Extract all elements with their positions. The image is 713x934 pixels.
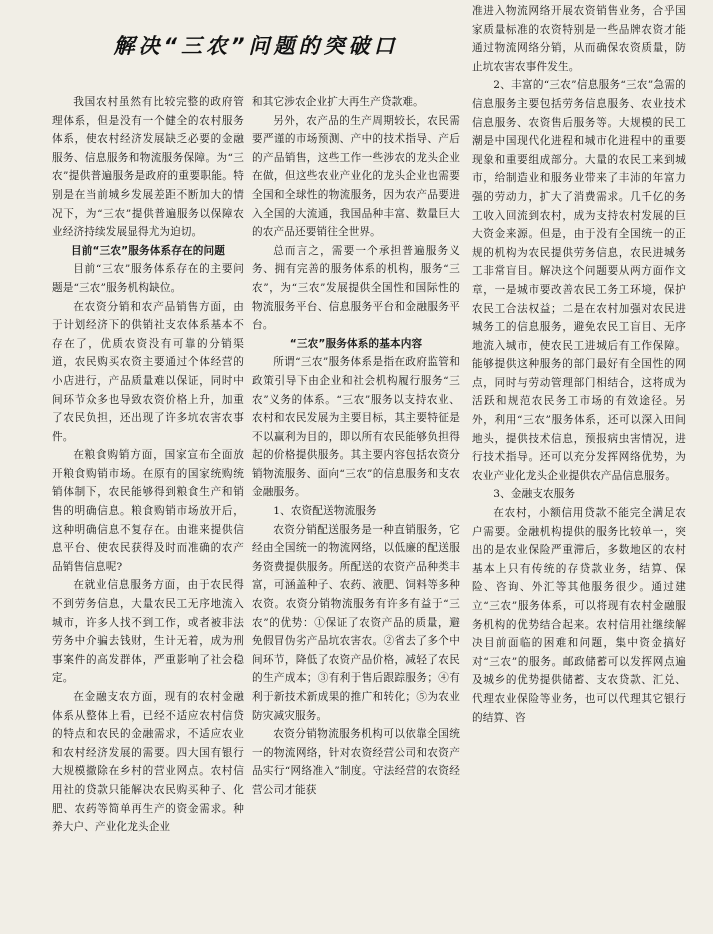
paragraph: 在农资分销和农产品销售方面，由于计划经济下的供销社支农体系基本不存在了，优质农资没有可靠的分销渠道，农民购买农资主要通过个体经营的小店进行，产品质量难以保证，同时中间环节众多也导致农资价格上升，加重了农民负担，还出现了许多坑农害农事件。 xyxy=(52,300,244,443)
column-2 xyxy=(252,93,460,800)
paragraph: 我国农村虽然有比较完整的政府管理体系，但是没有一个健全的农村服务体系，使农村经济发展缺乏必要的金融服务、信息服务和物流服务保障。为“三农”提供普遍服务是政府的重要职能。特别是在当前城乡发展差距不断加大的情况下，为“三农”提供普遍服务以保障农业经济持续发展显得尤为迫切。 xyxy=(52,96,244,239)
paragraph: 农资分销配送服务是一种直销服务，它经由全国统一的物流网络，以低廉的配送服务资费提供服务。所配送的农资产品种类丰富，可涵盖种子、农药、液肥、饲料等多种农资。农资分销物流服务有许多有益于“三农”的优势：①保证了农资产品的质量，避免假冒伪劣产品坑农害农。②省去了多个中间环节，降低了农资产品价格，减轻了农民的生产成本；③有利于售后跟踪服务；④有利于新技术新成果的推广和转化；⑤为农业防灾减灾服务。 xyxy=(252,523,460,722)
paragraph: 在农村，小额信用贷款不能完全满足农户需要。金融机构提供的服务比较单一，突出的是农业保险严重滞后，多数地区的农村基本上只有传统的存贷款业务，结算、保险、咨询、外汇等其他服务很少。通过建立“三农”服务体系，可以将现有农村金融服务机构的优势结合起来。农村信用社继续解决目前面临的困难和问题，集中资金搞好对“三农”的服务。邮政储蓄可以发挥网点遍及城乡的优势提供储蓄、支农贷款、汇兑、代理农业保险等业务，也可以代理其它银行的结算、咨 xyxy=(472,507,686,724)
subsection-heading: 3、金融支农服务 xyxy=(493,488,576,501)
paragraph: 另外，农产品的生产周期较长，农民需要严谨的市场预测、产中的技术指导、产后的产品销售，这些工作一些涉农的龙头企业在做，但这些农业产业化的龙头企业也需要全国和全球性的物流服务，因为农产品要进入全国的大流通，我国品种丰富、数量巨大的农产品还要销往全世界。 xyxy=(252,114,460,239)
paragraph: 在粮食购销方面，国家宣布全面放开粮食购销市场。在原有的国家统购统销体制下，农民能够得到粮食生产和销售的明确信息。粮食购销市场放开后，这种明确信息不复存在。由谁来提供信息平台、使农民获得及时而准确的农产品销售信息呢? xyxy=(52,449,244,573)
column-3 xyxy=(472,2,686,727)
article-title: 解决“三农”问题的突破口 xyxy=(113,34,399,58)
section-heading: “三农”服务体系的基本内容 xyxy=(289,337,423,350)
paragraph: 准进入物流网络开展农资销售业务，合乎国家质量标准的农资特别是一些品牌农资才能通过物流网络分销，从而确保农资质量，防止坑农害农事件发生。 xyxy=(472,5,686,73)
paragraph: 目前“三农”服务体系存在的主要问题是“三农”服务机构缺位。 xyxy=(52,263,244,294)
paragraph: 在金融支农方面，现有的农村金融体系从整体上看，已经不适应农村信贷的特点和农民的金融需求，不适应农业和农村经济发展的需要。四大国有银行大规模撤除在乡村的营业网点。农村信用社的贷款只能解决农民购买种子、化肥、农药等简单再生产的资金需求。种养大户、产业化龙头企业 xyxy=(52,691,244,834)
paragraph: 农资分销物流服务机构可以依靠全国统一的物流网络，针对农资经营公司和农资产品实行“网络准入”制度。守法经营的农资经营公司才能获 xyxy=(252,728,460,796)
paragraph: 在就业信息服务方面，由于农民得不到劳务信息，大量农民工无序地流入城市，许多人找不到工作，或者被非法劳务中介骗去钱财，生计无着，成为刑事案件的高发群体，严重影响了社会稳定。 xyxy=(52,579,244,685)
paragraph: 和其它涉农企业扩大再生产贷款难。 xyxy=(252,96,424,108)
section-heading: 目前“三农”服务体系存在的问题 xyxy=(71,244,225,257)
paragraph: 所谓“三农”服务体系是指在政府监管和政策引导下由企业和社会机构履行服务“三农”义务的体系。“三农”服务以支持农业、农村和农民发展为主要目标，其主要特征是不以赢利为目的，即以所有农民能够负担得起的价格提供服务。其主要内容包括农资分销物流服务、面向“三农”的信息服务和支农金融服务。 xyxy=(252,356,460,499)
paragraph: 总而言之，需要一个承担普遍服务义务、拥有完善的服务体系的机构，服务“三农”，为“三农”发展提供全国性和国际性的物流服务平台、信息服务平台和金融服务平台。 xyxy=(252,244,460,332)
subsection-heading: 1、农资配送物流服务 xyxy=(273,505,377,518)
paragraph: 2、丰富的“三农”信息服务“三农”急需的信息服务主要包括劳务信息服务、农业技术信息服务、农资售后服务等。大规模的民工潮是中国现代化进程和城市化进程中的重要现象和重要组成部分。大量的农民工来到城市，给制造业和服务业带来了丰沛的年富力强的劳动力，扩大了消费需求。几千亿的务工收入回流到农村，成为支持农村发展的巨大资金来源。但是，由于没有全国统一的正规的机构为农民提供劳务信息，农民进城务工非常盲目。解决这个问题要从两方面作文章，一是城市要改善农民工务工环境，保护农民工合法权益；二是在农村加强对农民进城务工的信息服务，避免农民工盲目、无序地流入城市，使农民工进城后有工作保障。能够提供这种服务的部门最好有全国性的网点，同时与劳动管理部门相结合，这将成为活跃和规范农民务工市场的有效途径。另外，利用“三农”服务体系，还可以深入田间地头，提供技术信息，预报病虫害情况，进行技术指导。还可以充分发挥网络优势，为农业产业化龙头企业提供农产品信息服务。 xyxy=(472,79,686,482)
column-1 xyxy=(52,93,244,837)
